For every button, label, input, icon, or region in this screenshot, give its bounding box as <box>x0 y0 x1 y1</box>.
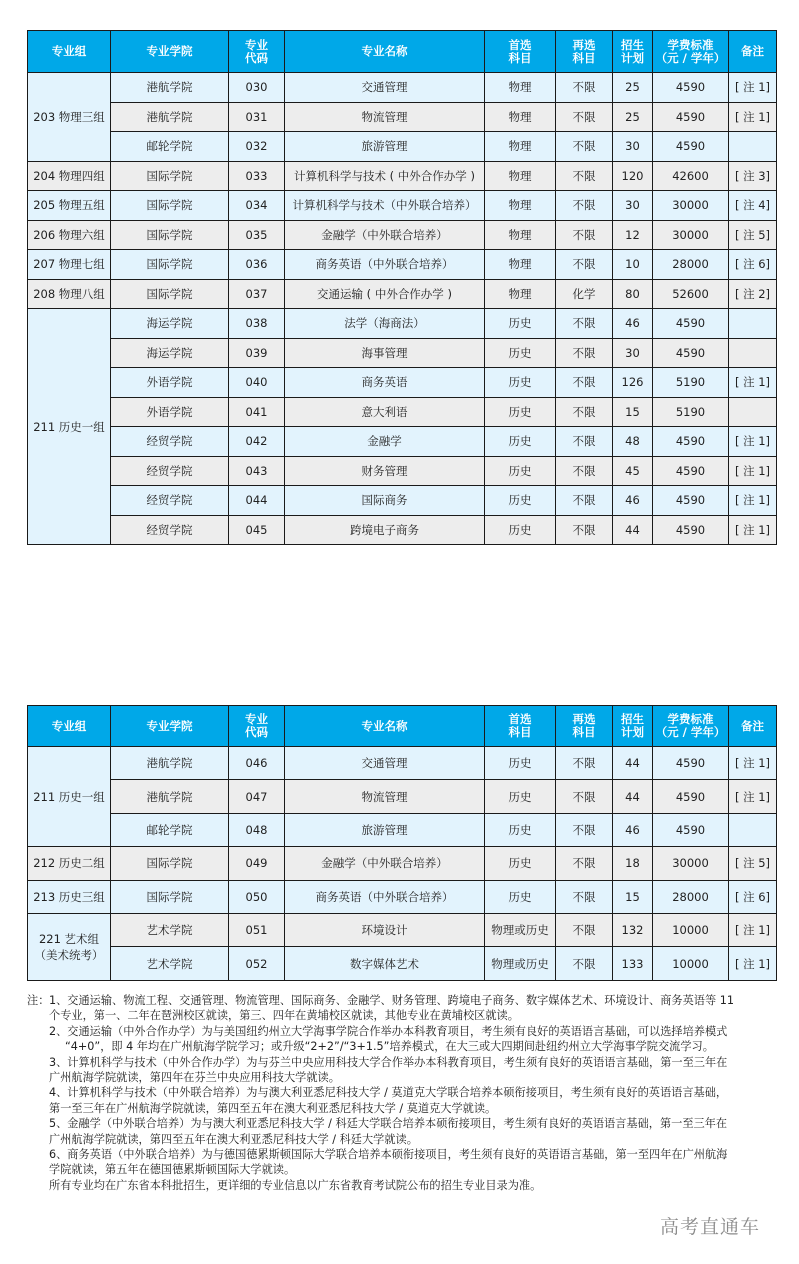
fee-cell: 4590 <box>653 813 729 846</box>
plan-cell: 30 <box>613 191 653 221</box>
first-subject-cell: 物理 <box>485 250 556 280</box>
major-cell: 法学（海商法） <box>285 309 485 339</box>
remark-cell <box>729 309 777 339</box>
college-cell: 国际学院 <box>111 880 229 913</box>
plan-cell: 126 <box>613 368 653 398</box>
major-cell: 旅游管理 <box>285 132 485 162</box>
code-cell: 034 <box>229 191 285 221</box>
major-cell: 商务英语（中外联合培养） <box>285 250 485 280</box>
note-line <box>27 1147 779 1162</box>
table-row <box>28 250 777 280</box>
plan-cell: 132 <box>613 913 653 946</box>
header-major: 专业名称 <box>285 31 485 73</box>
header-second-subject: 再选 科目 <box>556 706 613 747</box>
remark-cell <box>729 338 777 368</box>
note-line <box>27 1070 779 1085</box>
college-cell: 邮轮学院 <box>111 813 229 846</box>
header-fee: 学费标准 （元 / 学年） <box>653 706 729 747</box>
table-row <box>28 456 777 486</box>
remark-cell: [ 注 1] <box>729 73 777 103</box>
second-subject-cell: 不限 <box>556 456 613 486</box>
plan-cell: 133 <box>613 947 653 980</box>
first-subject-cell: 物理 <box>485 102 556 132</box>
code-cell: 035 <box>229 220 285 250</box>
plan-cell: 25 <box>613 73 653 103</box>
group-cell: 211 历史一组 <box>28 747 111 847</box>
table-row <box>28 813 777 846</box>
group-cell: 211 历史一组 <box>28 309 111 545</box>
plan-cell: 80 <box>613 279 653 309</box>
fee-cell: 30000 <box>653 847 729 880</box>
college-cell: 国际学院 <box>111 161 229 191</box>
remark-cell: [ 注 1] <box>729 427 777 457</box>
fee-cell: 4590 <box>653 515 729 545</box>
header-fee: 学费标准 （元 / 学年） <box>653 31 729 73</box>
major-cell: 计算机科学与技术 ( 中外合作办学 ) <box>285 161 485 191</box>
note-text: “4+0”，即 4 年均在广州航海学院学习；或升级“2+2”/“3+1.5”培养模式，在大三或大四期间赴纽约州立大学海事学院交流学习。 <box>65 1040 714 1054</box>
note-text: 第一至三年在广州航海学院就读，第四至五年在澳大利亚悉尼科技大学 / 莫道克大学就读。 <box>49 1101 497 1115</box>
major-cell: 计算机科学与技术（中外联合培养） <box>285 191 485 221</box>
code-cell: 040 <box>229 368 285 398</box>
major-cell: 金融学 <box>285 427 485 457</box>
plan-cell: 30 <box>613 338 653 368</box>
plan-cell: 12 <box>613 220 653 250</box>
first-subject-cell: 物理 <box>485 220 556 250</box>
table-row <box>28 368 777 398</box>
plan-cell: 25 <box>613 102 653 132</box>
second-subject-cell: 不限 <box>556 191 613 221</box>
first-subject-cell: 历史 <box>485 338 556 368</box>
table-row <box>28 847 777 880</box>
remark-cell: [ 注 1] <box>729 780 777 813</box>
first-subject-cell: 历史 <box>485 515 556 545</box>
note-text: 广州航海学院就读，第四至五年在澳大利亚悉尼科技大学 / 科廷大学就读。 <box>49 1132 418 1146</box>
code-cell: 044 <box>229 486 285 516</box>
major-cell: 金融学（中外联合培养） <box>285 847 485 880</box>
college-cell: 海运学院 <box>111 338 229 368</box>
plan-cell: 10 <box>613 250 653 280</box>
note-prefix: 注： <box>27 994 50 1007</box>
second-subject-cell: 不限 <box>556 368 613 398</box>
major-cell: 交通管理 <box>285 747 485 780</box>
plan-cell: 30 <box>613 132 653 162</box>
fee-cell: 4590 <box>653 338 729 368</box>
first-subject-cell: 历史 <box>485 813 556 846</box>
note-text: 3、计算机科学与技术（中外合作办学）为与芬兰中央应用科技大学合作举办本科教育项目，考生须有良好的英语语言基础，第一至三年在 <box>49 1055 728 1069</box>
code-cell: 032 <box>229 132 285 162</box>
second-subject-cell: 不限 <box>556 132 613 162</box>
fee-cell: 4590 <box>653 427 729 457</box>
second-subject-cell: 不限 <box>556 338 613 368</box>
second-subject-cell: 不限 <box>556 397 613 427</box>
first-subject-cell: 物理或历史 <box>485 947 556 980</box>
code-cell: 031 <box>229 102 285 132</box>
college-cell: 艺术学院 <box>111 913 229 946</box>
college-cell: 国际学院 <box>111 191 229 221</box>
college-cell: 港航学院 <box>111 102 229 132</box>
group-cell: 205 物理五组 <box>28 191 111 221</box>
major-cell: 交通运输 ( 中外合作办学 ) <box>285 279 485 309</box>
college-cell: 经贸学院 <box>111 427 229 457</box>
second-subject-cell: 化学 <box>556 279 613 309</box>
major-cell: 环境设计 <box>285 913 485 946</box>
remark-cell: [ 注 1] <box>729 486 777 516</box>
first-subject-cell: 物理 <box>485 191 556 221</box>
second-subject-cell: 不限 <box>556 427 613 457</box>
group-cell: 212 历史二组 <box>28 847 111 880</box>
header-remark: 备注 <box>729 31 777 73</box>
second-subject-cell: 不限 <box>556 880 613 913</box>
code-cell: 046 <box>229 747 285 780</box>
major-cell: 海事管理 <box>285 338 485 368</box>
major-cell: 旅游管理 <box>285 813 485 846</box>
second-subject-cell: 不限 <box>556 102 613 132</box>
remark-cell: [ 注 1] <box>729 947 777 980</box>
note-line <box>27 1116 779 1131</box>
note-line <box>27 1055 779 1070</box>
first-subject-cell: 历史 <box>485 780 556 813</box>
college-cell: 港航学院 <box>111 73 229 103</box>
group-cell: 213 历史三组 <box>28 880 111 913</box>
fee-cell: 10000 <box>653 947 729 980</box>
plan-cell: 46 <box>613 486 653 516</box>
major-cell: 金融学（中外联合培养） <box>285 220 485 250</box>
first-subject-cell: 历史 <box>485 880 556 913</box>
remark-cell: [ 注 1] <box>729 515 777 545</box>
enrollment-table-2 <box>27 705 777 981</box>
remark-cell <box>729 132 777 162</box>
remark-cell: [ 注 1] <box>729 102 777 132</box>
second-subject-cell: 不限 <box>556 947 613 980</box>
second-subject-cell: 不限 <box>556 813 613 846</box>
note-text: 5、金融学（中外联合培养）为与澳大利亚悉尼科技大学 / 科廷大学联合培养本硕衔接项目，考生须有良好的英语语言基础，第一至三年在 <box>49 1117 728 1131</box>
table-row <box>28 191 777 221</box>
table-row <box>28 161 777 191</box>
enrollment-table-1 <box>27 30 777 545</box>
college-cell: 海运学院 <box>111 309 229 339</box>
code-cell: 033 <box>229 161 285 191</box>
remark-cell: [ 注 6] <box>729 250 777 280</box>
table-row <box>28 102 777 132</box>
remark-cell: [ 注 6] <box>729 880 777 913</box>
remark-cell <box>729 813 777 846</box>
note-text: 4、计算机科学与技术（中外联合培养）为与澳大利亚悉尼科技大学 / 莫道克大学联合培养本硕衔接项目，考生须有良好的英语语言基础， <box>49 1086 728 1100</box>
plan-cell: 18 <box>613 847 653 880</box>
fee-cell: 4590 <box>653 102 729 132</box>
table-row <box>28 397 777 427</box>
code-cell: 042 <box>229 427 285 457</box>
fee-cell: 30000 <box>653 191 729 221</box>
college-cell: 经贸学院 <box>111 515 229 545</box>
fee-cell: 4590 <box>653 456 729 486</box>
college-cell: 港航学院 <box>111 780 229 813</box>
table-row <box>28 338 777 368</box>
plan-cell: 15 <box>613 397 653 427</box>
fee-cell: 4590 <box>653 132 729 162</box>
first-subject-cell: 历史 <box>485 747 556 780</box>
second-subject-cell: 不限 <box>556 780 613 813</box>
first-subject-cell: 历史 <box>485 427 556 457</box>
college-cell: 国际学院 <box>111 220 229 250</box>
fee-cell: 42600 <box>653 161 729 191</box>
first-subject-cell: 历史 <box>485 309 556 339</box>
note-line <box>27 1162 779 1177</box>
code-cell: 045 <box>229 515 285 545</box>
remark-cell: [ 注 1] <box>729 368 777 398</box>
table-header-row <box>28 706 777 747</box>
college-cell: 外语学院 <box>111 397 229 427</box>
second-subject-cell: 不限 <box>556 309 613 339</box>
remark-cell: [ 注 5] <box>729 847 777 880</box>
note-text: 广州航海学院就读，第四年在芬兰中央应用科技大学就读。 <box>49 1071 340 1085</box>
note-text: 所有专业均在广东省本科批招生，更详细的专业信息以广东省教育考试院公布的招生专业目录为准。 <box>49 1178 542 1192</box>
notes-section <box>27 993 779 1193</box>
code-cell: 049 <box>229 847 285 880</box>
code-cell: 039 <box>229 338 285 368</box>
second-subject-cell: 不限 <box>556 515 613 545</box>
group-cell: 207 物理七组 <box>28 250 111 280</box>
remark-cell: [ 注 1] <box>729 456 777 486</box>
first-subject-cell: 历史 <box>485 397 556 427</box>
header-first-subject: 首选 科目 <box>485 706 556 747</box>
second-subject-cell: 不限 <box>556 486 613 516</box>
table-row <box>28 880 777 913</box>
table-row <box>28 747 777 780</box>
table-row <box>28 486 777 516</box>
header-second-subject: 再选 科目 <box>556 31 613 73</box>
code-cell: 050 <box>229 880 285 913</box>
plan-cell: 44 <box>613 515 653 545</box>
first-subject-cell: 物理或历史 <box>485 913 556 946</box>
table-row <box>28 913 777 946</box>
code-cell: 047 <box>229 780 285 813</box>
note-line <box>27 1039 779 1054</box>
table-row <box>28 73 777 103</box>
table-row <box>28 132 777 162</box>
table-row <box>28 515 777 545</box>
plan-cell: 120 <box>613 161 653 191</box>
college-cell: 经贸学院 <box>111 456 229 486</box>
note-text: 2、交通运输（中外合作办学）为与美国纽约州立大学海事学院合作举办本科教育项目，考生须有良好的英语语言基础，可以选择培养模式 <box>49 1024 728 1038</box>
table-row <box>28 947 777 980</box>
second-subject-cell: 不限 <box>556 73 613 103</box>
college-cell: 经贸学院 <box>111 486 229 516</box>
table-row <box>28 220 777 250</box>
group-cell: 204 物理四组 <box>28 161 111 191</box>
college-cell: 国际学院 <box>111 279 229 309</box>
plan-cell: 44 <box>613 780 653 813</box>
header-group: 专业组 <box>28 706 111 747</box>
first-subject-cell: 物理 <box>485 132 556 162</box>
college-cell: 邮轮学院 <box>111 132 229 162</box>
group-cell: 208 物理八组 <box>28 279 111 309</box>
code-cell: 052 <box>229 947 285 980</box>
note-text: 6、商务英语（中外联合培养）为与德国德累斯顿国际大学联合培养本硕衔接项目，考生须有良好的英语语言基础，第一至四年在广州航海 <box>49 1148 728 1162</box>
fee-cell: 28000 <box>653 880 729 913</box>
header-first-subject: 首选 科目 <box>485 31 556 73</box>
remark-cell: [ 注 5] <box>729 220 777 250</box>
group-cell: 221 艺术组 （美术统考） <box>28 913 111 980</box>
fee-cell: 30000 <box>653 220 729 250</box>
header-college: 专业学院 <box>111 31 229 73</box>
first-subject-cell: 物理 <box>485 73 556 103</box>
college-cell: 国际学院 <box>111 847 229 880</box>
remark-cell: [ 注 1] <box>729 747 777 780</box>
header-plan: 招生 计划 <box>613 706 653 747</box>
major-cell: 意大利语 <box>285 397 485 427</box>
fee-cell: 5190 <box>653 397 729 427</box>
header-remark: 备注 <box>729 706 777 747</box>
header-major: 专业名称 <box>285 706 485 747</box>
fee-cell: 5190 <box>653 368 729 398</box>
remark-cell: [ 注 1] <box>729 913 777 946</box>
group-cell: 203 物理三组 <box>28 73 111 162</box>
major-cell: 物流管理 <box>285 780 485 813</box>
major-cell: 商务英语 <box>285 368 485 398</box>
header-college: 专业学院 <box>111 706 229 747</box>
plan-cell: 46 <box>613 813 653 846</box>
college-cell: 港航学院 <box>111 747 229 780</box>
first-subject-cell: 历史 <box>485 486 556 516</box>
code-cell: 037 <box>229 279 285 309</box>
remark-cell: [ 注 2] <box>729 279 777 309</box>
header-plan: 招生 计划 <box>613 31 653 73</box>
fee-cell: 4590 <box>653 780 729 813</box>
header-code: 专业 代码 <box>229 706 285 747</box>
fee-cell: 4590 <box>653 73 729 103</box>
plan-cell: 48 <box>613 427 653 457</box>
remark-cell: [ 注 4] <box>729 191 777 221</box>
second-subject-cell: 不限 <box>556 220 613 250</box>
first-subject-cell: 物理 <box>485 279 556 309</box>
remark-cell <box>729 397 777 427</box>
plan-cell: 44 <box>613 747 653 780</box>
table-row <box>28 780 777 813</box>
major-cell: 数字媒体艺术 <box>285 947 485 980</box>
first-subject-cell: 历史 <box>485 456 556 486</box>
fee-cell: 28000 <box>653 250 729 280</box>
first-subject-cell: 历史 <box>485 847 556 880</box>
fee-cell: 4590 <box>653 309 729 339</box>
fee-cell: 52600 <box>653 279 729 309</box>
note-line <box>27 1008 779 1023</box>
major-cell: 财务管理 <box>285 456 485 486</box>
table-1-body <box>28 73 777 545</box>
major-cell: 跨境电子商务 <box>285 515 485 545</box>
note-text: 个专业，第一、二年在琶洲校区就读，第三、四年在黄埔校区就读，其他专业在黄埔校区就读。 <box>49 1009 519 1023</box>
code-cell: 041 <box>229 397 285 427</box>
first-subject-cell: 物理 <box>485 161 556 191</box>
group-cell: 206 物理六组 <box>28 220 111 250</box>
note-line <box>27 1132 779 1147</box>
note-line <box>27 1101 779 1116</box>
code-cell: 038 <box>229 309 285 339</box>
table-row <box>28 279 777 309</box>
note-line <box>27 1024 779 1039</box>
fee-cell: 4590 <box>653 486 729 516</box>
note-line <box>27 1085 779 1100</box>
major-cell: 交通管理 <box>285 73 485 103</box>
plan-cell: 45 <box>613 456 653 486</box>
second-subject-cell: 不限 <box>556 250 613 280</box>
note-text: 学院就读，第五年在德国德累斯顿国际大学就读。 <box>49 1163 296 1177</box>
second-subject-cell: 不限 <box>556 747 613 780</box>
major-cell: 商务英语（中外联合培养） <box>285 880 485 913</box>
second-subject-cell: 不限 <box>556 847 613 880</box>
table-row <box>28 427 777 457</box>
code-cell: 051 <box>229 913 285 946</box>
code-cell: 036 <box>229 250 285 280</box>
note-line <box>27 1178 779 1193</box>
second-subject-cell: 不限 <box>556 161 613 191</box>
table-2-body <box>28 747 777 981</box>
remark-cell: [ 注 3] <box>729 161 777 191</box>
note-line <box>27 993 779 1008</box>
second-subject-cell: 不限 <box>556 913 613 946</box>
table-row <box>28 309 777 339</box>
first-subject-cell: 历史 <box>485 368 556 398</box>
header-group: 专业组 <box>28 31 111 73</box>
fee-cell: 4590 <box>653 747 729 780</box>
fee-cell: 10000 <box>653 913 729 946</box>
note-text: 1、交通运输、物流工程、交通管理、物流管理、国际商务、金融学、财务管理、跨境电子商务、数字媒体艺术、环境设计、商务英语等 11 <box>49 994 734 1007</box>
college-cell: 艺术学院 <box>111 947 229 980</box>
college-cell: 外语学院 <box>111 368 229 398</box>
code-cell: 048 <box>229 813 285 846</box>
college-cell: 国际学院 <box>111 250 229 280</box>
major-cell: 国际商务 <box>285 486 485 516</box>
plan-cell: 46 <box>613 309 653 339</box>
major-cell: 物流管理 <box>285 102 485 132</box>
header-code: 专业 代码 <box>229 31 285 73</box>
code-cell: 043 <box>229 456 285 486</box>
code-cell: 030 <box>229 73 285 103</box>
table-header-row <box>28 31 777 73</box>
watermark: 高考直通车 <box>660 1216 761 1238</box>
plan-cell: 15 <box>613 880 653 913</box>
